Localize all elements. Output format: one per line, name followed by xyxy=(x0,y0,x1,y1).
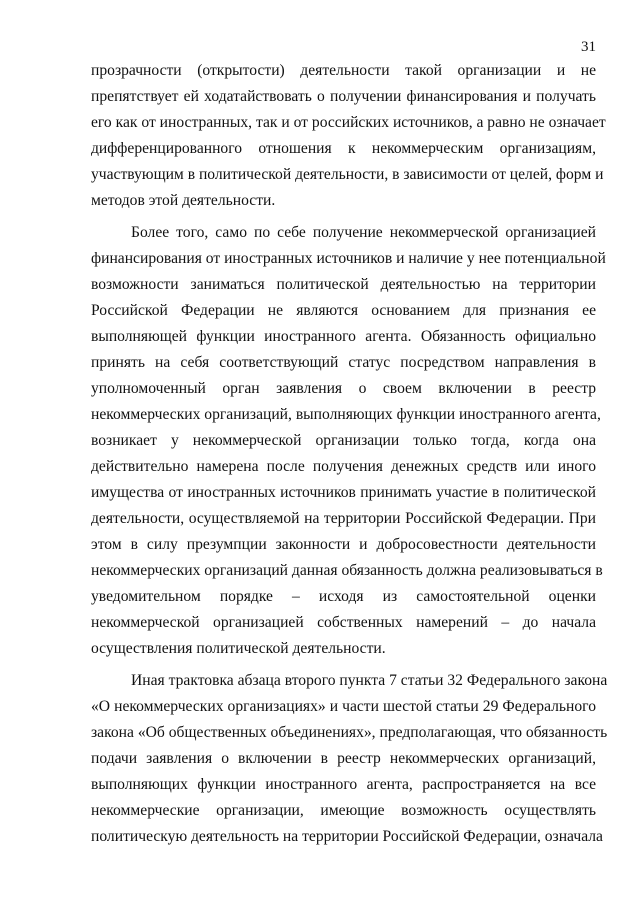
text-line: некоммерческих организаций данная обязанность должна реализовываться в xyxy=(91,562,603,579)
text-line: возможности заниматься политической деятельностью на территории xyxy=(91,276,596,293)
text-line: дифференцированного отношения к некоммерческим организациям, xyxy=(91,140,596,157)
text-line: некоммерческие организации, имеющие возможность осуществлять xyxy=(91,802,596,819)
text-line: уведомительном порядке – исходя из самостоятельной оценки xyxy=(91,588,596,605)
text-line: выполняющих функции иностранного агента, распространяется на все xyxy=(91,776,596,793)
paragraph-1 xyxy=(91,58,606,214)
page-number: 31 xyxy=(581,39,596,55)
text-line: осуществления политической деятельности. xyxy=(91,640,386,657)
text-line: выполняющей функции иностранного агента. Обязанность официально xyxy=(91,328,596,345)
text-line: подачи заявления о включении в реестр некоммерческих организаций, xyxy=(91,750,596,767)
text-line: закона «Об общественных объединениях», предполагающая, что обязанность xyxy=(91,724,608,741)
text-line: его как от иностранных, так и от российских источников, а равно не означает xyxy=(91,114,606,131)
text-line: участвующим в политической деятельности, в зависимости от целей, форм и xyxy=(91,166,604,183)
text-line: действительно намерена после получения денежных средств или иного xyxy=(91,458,596,475)
text-line: препятствует ей ходатайствовать о получении финансирования и получать xyxy=(91,88,596,105)
text-line: финансирования от иностранных источников и наличие у нее потенциальной xyxy=(91,250,606,267)
paragraph-2 xyxy=(91,220,606,662)
text-line: принять на себя соответствующий статус посредством направления в xyxy=(91,354,596,371)
text-line: Более того, само по себе получение некоммерческой организацией xyxy=(131,224,596,241)
body-text xyxy=(91,58,608,850)
text-line: уполномоченный орган заявления о своем включении в реестр xyxy=(91,380,596,397)
text-line: Российской Федерации не являются основанием для признания ее xyxy=(91,302,596,319)
paragraph-3 xyxy=(91,668,608,850)
text-line: возникает у некоммерческой организации только тогда, когда она xyxy=(91,432,596,449)
text-line: политическую деятельность на территории Российской Федерации, означала xyxy=(91,828,603,845)
text-line: «О некоммерческих организациях» и части шестой статьи 29 Федерального xyxy=(91,698,596,715)
text-line: Иная трактовка абзаца второго пункта 7 статьи 32 Федерального закона xyxy=(131,672,608,689)
text-line: прозрачности (открытости) деятельности такой организации и не xyxy=(91,62,596,79)
text-line: некоммерческой организацией собственных намерений – до начала xyxy=(91,614,596,631)
text-line: некоммерческих организаций, выполняющих функции иностранного агента, xyxy=(91,406,601,423)
text-line: методов этой деятельности. xyxy=(91,192,276,209)
text-line: этом в силу презумпции законности и добросовестности деятельности xyxy=(91,536,596,553)
text-line: деятельности, осуществляемой на территории Российской Федерации. При xyxy=(91,510,596,527)
text-line: имущества от иностранных источников принимать участие в политической xyxy=(91,484,596,501)
